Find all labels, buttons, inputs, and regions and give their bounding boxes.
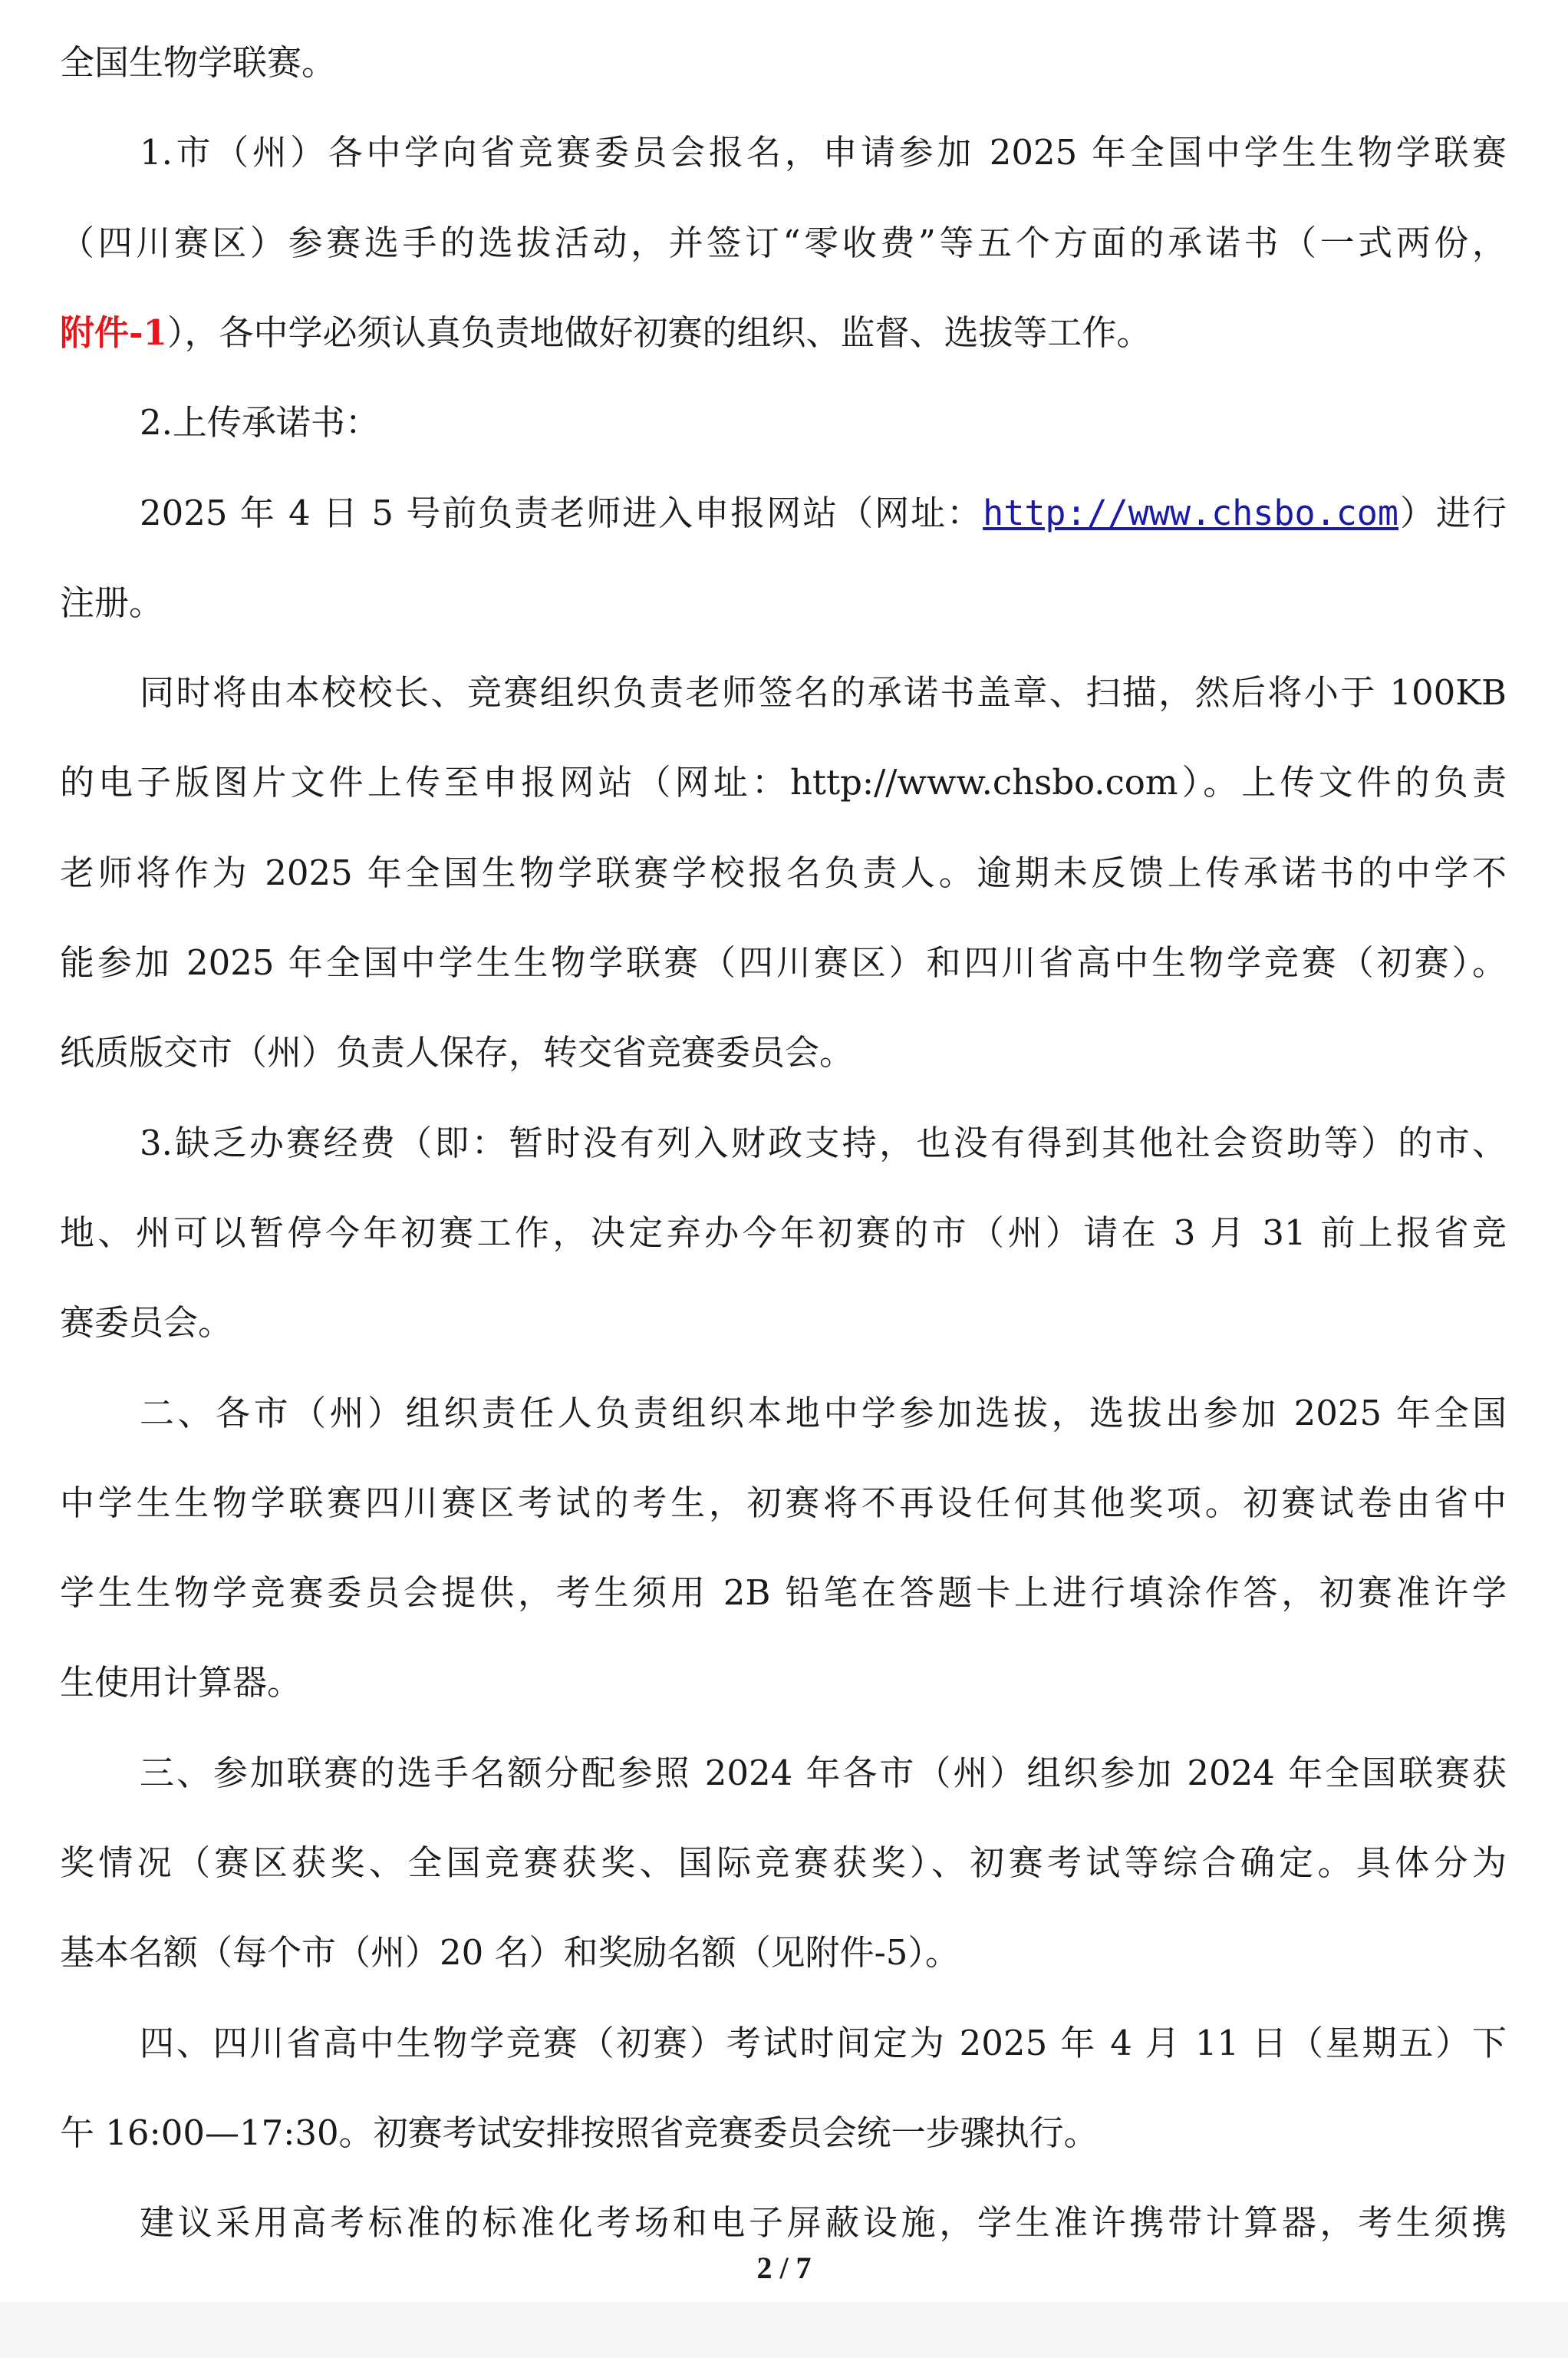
text-line [60, 1480, 1507, 1526]
text-line [60, 1210, 1507, 1256]
text-line [60, 1660, 1507, 1706]
text-segment: ），各中学必须认真负责地做好初赛的组织、监督、选拔等工作。 [167, 312, 1151, 353]
text-segment: 学生生物学竞赛委员会提供，考生须用 2B 铅笔在答题卡上进行填涂作答，初赛准许学 [60, 1572, 1507, 1614]
page-number: 2 / 7 [756, 2251, 812, 2285]
attachment-reference: 附件-1 [60, 312, 167, 353]
text-segment: 老师将作为 2025 年全国生物学联赛学校报名负责人。逾期未反馈上传承诺书的中学不 [60, 852, 1507, 893]
text-segment: 建议采用高考标准的标准化考场和电子屏蔽设施，学生准许携带计算器，考生须携 [140, 2202, 1507, 2244]
text-segment: 二、各市（州）组织责任人负责组织本地中学参加选拔，选拔出参加 2025 年全国 [140, 1392, 1507, 1433]
text-segment: 2.上传承诺书： [140, 402, 380, 444]
text-segment: ）进行 [1398, 492, 1507, 533]
text-segment: 1.市（州）各中学向省竞赛委员会报名，申请参加 2025 年全国中学生生物学联赛 [140, 132, 1507, 173]
text-segment: 2025 年 4 日 5 号前负责老师进入申报网站（网址： [140, 492, 983, 533]
text-segment: 地、州可以暂停今年初赛工作，决定弃办今年初赛的市（州）请在 3 月 31 前上报省竞 [60, 1212, 1507, 1253]
text-segment: 全国生物学联赛。 [60, 42, 337, 83]
text-line [60, 850, 1507, 896]
text-segment: 午 16:00—17:30。初赛考试安排按照省竞赛委员会统一步骤执行。 [60, 2112, 1099, 2153]
text-line [60, 220, 1507, 266]
text-segment: 奖情况（赛区获奖、全国竞赛获奖、国际竞赛获奖）、初赛考试等综合确定。具体分为 [60, 1842, 1507, 1883]
text-line [60, 40, 1507, 86]
text-line [60, 940, 1507, 986]
text-segment: 基本名额（每个市（州）20 名）和奖励名额（见附件-5）。 [60, 1932, 960, 1974]
text-segment: （四川赛区）参赛选手的选拔活动，并签订“零收费”等五个方面的承诺书（一式两份， [60, 222, 1507, 263]
text-segment: 注册。 [60, 582, 164, 623]
text-line [140, 2020, 1507, 2066]
text-segment: 3.缺乏办赛经费（即：暂时没有列入财政支持，也没有得到其他社会资助等）的市、 [140, 1122, 1507, 1163]
text-line [60, 760, 1507, 806]
text-line [140, 670, 1507, 716]
text-line [140, 1390, 1507, 1436]
text-line [60, 1840, 1507, 1886]
text-line [140, 2200, 1507, 2246]
text-line [60, 1930, 1507, 1976]
text-line [140, 490, 1507, 536]
text-line [140, 1120, 1507, 1166]
text-segment: 同时将由本校校长、竞赛组织负责老师签名的承诺书盖章、扫描，然后将小于 100KB [140, 672, 1507, 714]
text-line [60, 1030, 1507, 1076]
text-segment: 能参加 2025 年全国中学生生物学联赛（四川赛区）和四川省高中生物学竞赛（初赛）。 [60, 942, 1507, 983]
text-segment: 赛委员会。 [60, 1302, 233, 1344]
text-line [60, 580, 1507, 626]
text-line [60, 1300, 1507, 1346]
text-line [60, 1570, 1507, 1616]
text-line [140, 400, 1507, 446]
text-line [60, 2110, 1507, 2156]
website-link[interactable]: http://www.chsbo.com [983, 492, 1398, 533]
text-segment: 三、参加联赛的选手名额分配参照 2024 年各市（州）组织参加 2024 年全国联赛获 [140, 1752, 1507, 1793]
text-segment: 四、四川省高中生物学竞赛（初赛）考试时间定为 2025 年 4 月 11 日（星期五）下 [140, 2022, 1507, 2063]
text-segment: 的电子版图片文件上传至申报网站（网址：http://www.chsbo.com）。上传文件的负责 [60, 762, 1507, 803]
text-segment: 生使用计算器。 [60, 1662, 302, 1703]
page-bottom-margin [0, 2302, 1568, 2358]
text-segment: 纸质版交市（州）负责人保存，转交省竞赛委员会。 [60, 1032, 855, 1073]
text-line [140, 1750, 1507, 1796]
text-segment: 中学生生物学联赛四川赛区考试的考生，初赛将不再设任何其他奖项。初赛试卷由省中 [60, 1482, 1507, 1523]
text-line [60, 310, 1507, 356]
text-line [140, 130, 1507, 176]
